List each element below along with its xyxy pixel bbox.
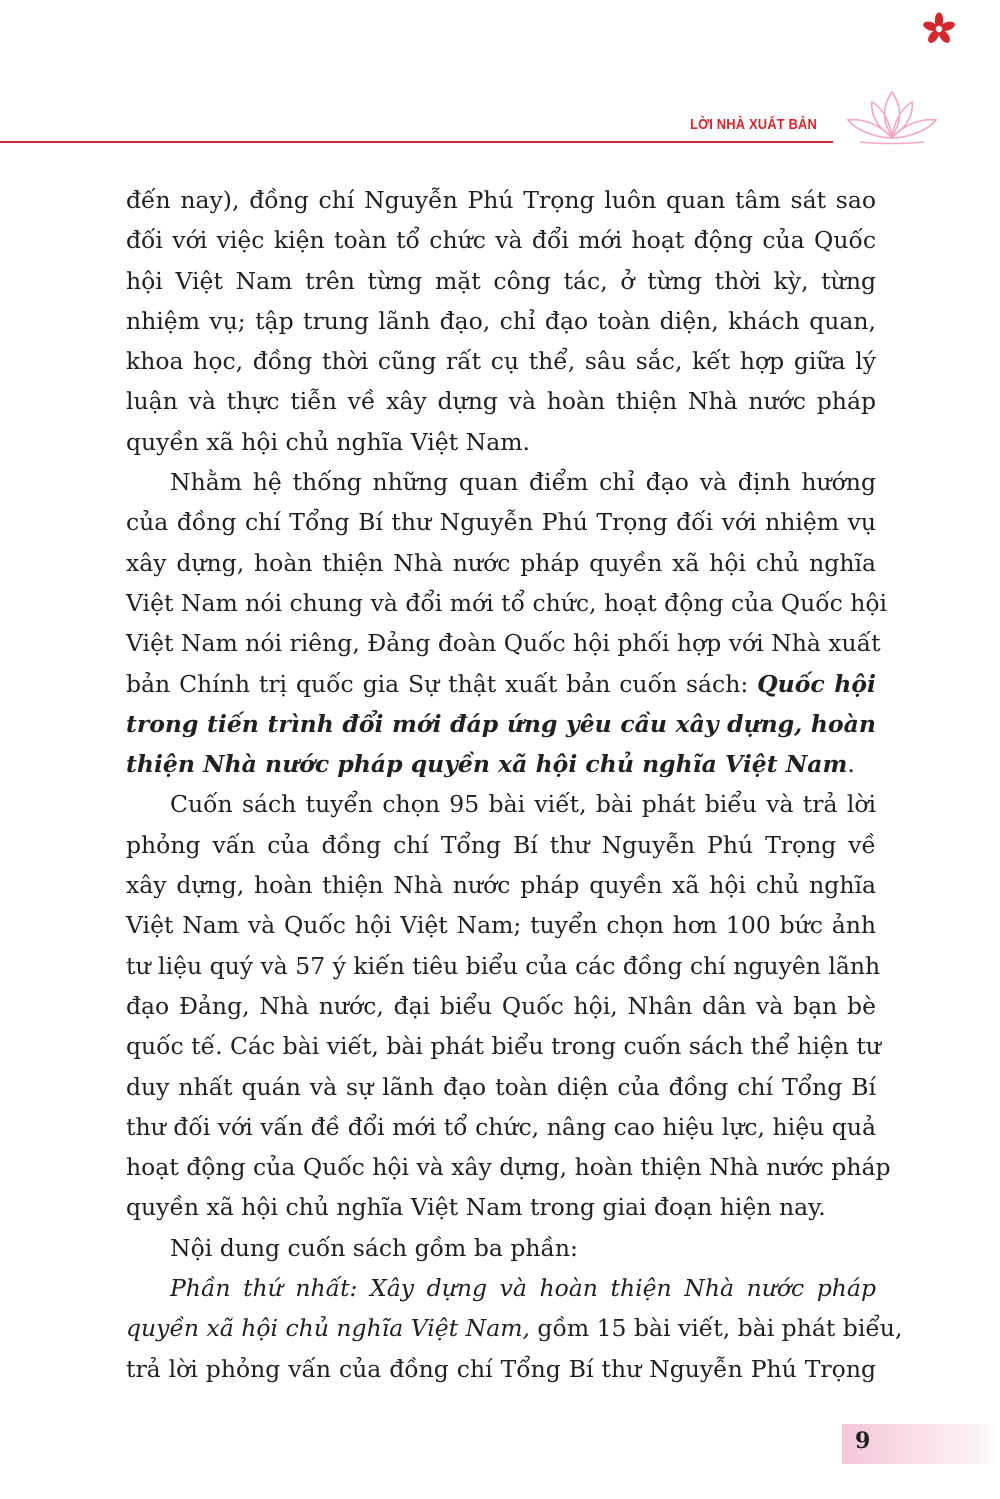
text-line: phỏng vấn của đồng chí Tổng Bí thư Nguyễn Phú Trọng về (126, 830, 876, 859)
lotus-icon (842, 86, 942, 146)
book-title-segment: Quốc hội (757, 669, 876, 698)
header-rule (0, 141, 833, 143)
text-line: Việt Nam và Quốc hội Việt Nam; tuyển chọn hơn 100 bức ảnh (126, 911, 876, 940)
text-line: hoạt động của Quốc hội và xây dựng, hoàn thiện Nhà nước pháp (126, 1153, 891, 1182)
text-line: quyền xã hội chủ nghĩa Việt Nam trong giai đoạn hiện nay. (126, 1193, 826, 1222)
text-segment: gồm 15 bài viết, bài phát biểu, (529, 1314, 903, 1343)
text-line: Việt Nam nói riêng, Đảng đoàn Quốc hội phối hợp với Nhà xuất (126, 629, 881, 658)
body-text (126, 180, 903, 1389)
text-line: Nhằm hệ thống những quan điểm chỉ đạo và định hướng (170, 468, 876, 497)
text-line: quyền xã hội chủ nghĩa Việt Nam. (126, 427, 530, 456)
text-segment: . (847, 750, 855, 779)
text-line: thư đối với vấn đề đổi mới tổ chức, nâng cao hiệu lực, hiệu quả (126, 1112, 876, 1141)
text-line: của đồng chí Tổng Bí thư Nguyễn Phú Trọng đối với nhiệm vụ (126, 508, 876, 537)
text-line: Cuốn sách tuyển chọn 95 bài viết, bài phát biểu và trả lời (170, 790, 876, 819)
text-line: đối với việc kiện toàn tổ chức và đổi mới hoạt động của Quốc (126, 226, 876, 255)
text-segment: bản Chính trị quốc gia Sự thật xuất bản cuốn sách: (126, 669, 758, 698)
text-line: trả lời phỏng vấn của đồng chí Tổng Bí thư Nguyễn Phú Trọng (126, 1354, 876, 1383)
text-line: xây dựng, hoàn thiện Nhà nước pháp quyền xã hội chủ nghĩa (126, 548, 876, 577)
text-line: luận và thực tiễn về xây dựng và hoàn thiện Nhà nước pháp (126, 387, 876, 416)
text-line: Nội dung cuốn sách gồm ba phần: (170, 1233, 578, 1262)
text-line (126, 664, 876, 704)
section-title-segment: quyền xã hội chủ nghĩa Việt Nam, (126, 1314, 530, 1343)
text-line: tư liệu quý và 57 ý kiến tiêu biểu của các đồng chí nguyên lãnh (126, 951, 881, 980)
text-line (126, 744, 876, 784)
text-line: đạo Đảng, Nhà nước, đại biểu Quốc hội, Nhân dân và bạn bè (126, 991, 876, 1020)
book-title-line: trong tiến trình đổi mới đáp ứng yêu cầu xây dựng, hoàn (126, 709, 876, 738)
text-line: nhiệm vụ; tập trung lãnh đạo, chỉ đạo toàn diện, khách quan, (126, 306, 876, 335)
text-line: Việt Nam nói chung và đổi mới tổ chức, hoạt động của Quốc hội (126, 588, 888, 617)
text-line: quốc tế. Các bài viết, bài phát biểu trong cuốn sách thể hiện tư (126, 1032, 881, 1061)
text-line: duy nhất quán và sự lãnh đạo toàn diện của đồng chí Tổng Bí (126, 1072, 876, 1101)
text-line: khoa học, đồng thời cũng rất cụ thể, sâu sắc, kết hợp giữa lý (126, 347, 876, 376)
text-line (126, 1308, 903, 1348)
page-number: 9 (855, 1428, 871, 1454)
book-title-segment: thiện Nhà nước pháp quyền xã hội chủ nghĩa Việt Nam (126, 750, 848, 779)
section-title-line: Phần thứ nhất: Xây dựng và hoàn thiện Nhà nước pháp (170, 1274, 876, 1303)
flower-icon (922, 12, 956, 46)
text-line: hội Việt Nam trên từng mặt công tác, ở từng thời kỳ, từng (126, 266, 876, 295)
running-header-title: LỜI NHÀ XUẤT BẢN (690, 116, 817, 133)
text-line: xây dựng, hoàn thiện Nhà nước pháp quyền xã hội chủ nghĩa (126, 871, 876, 900)
text-line: đến nay), đồng chí Nguyễn Phú Trọng luôn quan tâm sát sao (126, 186, 876, 214)
